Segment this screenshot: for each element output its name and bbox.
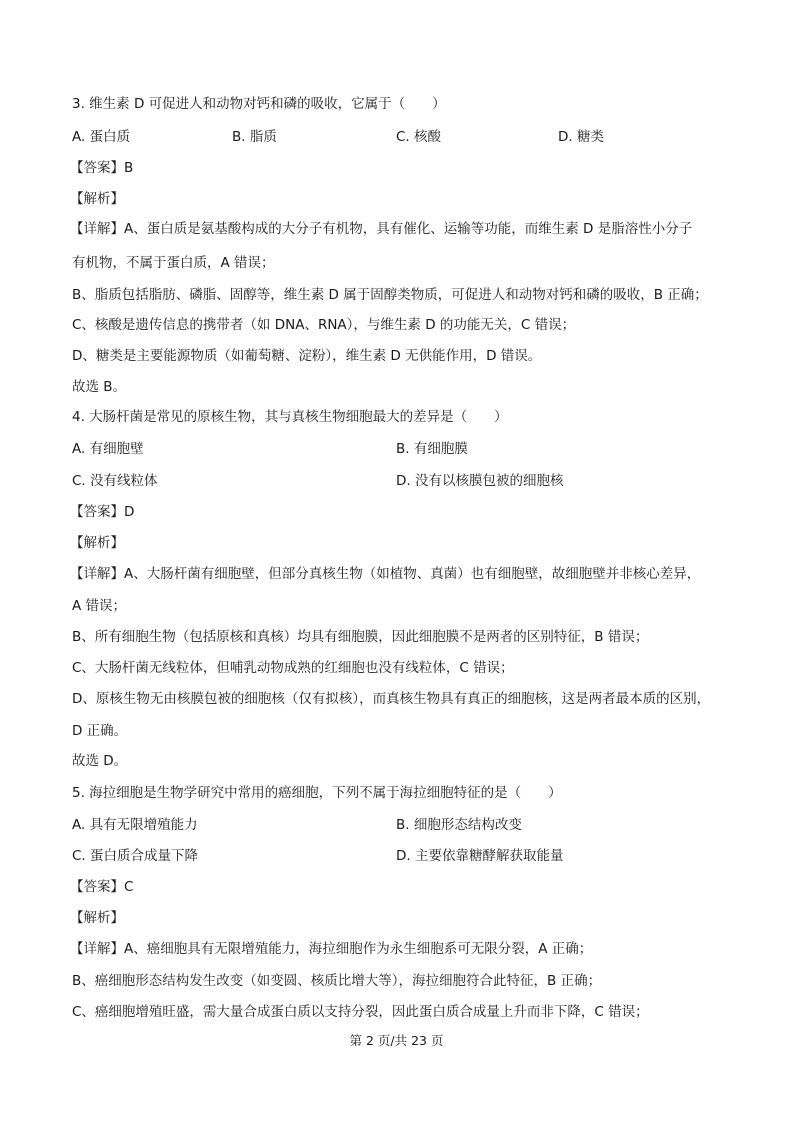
q4-detail-line-6: D 正确。 xyxy=(72,723,128,739)
q3-option-d: D. 糖类 xyxy=(558,129,604,145)
q4-option-c: C. 没有线粒体 xyxy=(72,473,158,489)
q3-detail-line-4: C、核酸是遗传信息的携带者（如 DNA、RNA），与维生素 D 的功能无关，C 错误； xyxy=(72,317,576,333)
q3-detail-line-2: 有机物，不属于蛋白质，A 错误； xyxy=(72,255,275,271)
q4-analysis-label: 【解析】 xyxy=(70,535,124,551)
q3-stem: 3. 维生素 D 可促进人和动物对钙和磷的吸收，它属于（ ） xyxy=(72,96,446,112)
q4-conclusion: 故选 D。 xyxy=(72,753,128,769)
page-footer: 第 2 页/共 23 页 xyxy=(349,1033,444,1048)
q3-option-c: C. 核酸 xyxy=(396,129,442,145)
q5-option-a: A. 具有无限增殖能力 xyxy=(72,817,198,833)
q3-conclusion: 故选 B。 xyxy=(72,379,127,395)
q3-detail-line-1: 【详解】A、蛋白质是氨基酸构成的大分子有机物，具有催化、运输等功能，而维生素 D 是脂溶性小分子 xyxy=(70,221,693,237)
q5-option-c: C. 蛋白质合成量下降 xyxy=(72,848,199,864)
q5-detail-line-1: 【详解】A、癌细胞具有无限增殖能力，海拉细胞作为永生细胞系可无限分裂，A 正确； xyxy=(70,941,593,957)
q5-stem: 5. 海拉细胞是生物学研究中常用的癌细胞，下列不属于海拉细胞特征的是（ ） xyxy=(72,785,562,801)
q4-option-b: B. 有细胞膜 xyxy=(396,441,468,457)
q3-answer: 【答案】B xyxy=(70,160,134,176)
q4-answer: 【答案】D xyxy=(70,504,135,520)
q4-detail-line-1: 【详解】A、大肠杆菌有细胞壁，但部分真核生物（如植物、真菌）也有细胞壁，故细胞壁并非核心差异， xyxy=(70,566,701,582)
q5-option-b: B. 细胞形态结构改变 xyxy=(396,817,522,833)
q4-option-a: A. 有细胞壁 xyxy=(72,441,144,457)
q4-detail-line-4: C、大肠杆菌无线粒体，但哺乳动物成熟的红细胞也没有线粒体，C 错误； xyxy=(72,660,514,676)
q3-detail-line-5: D、糖类是主要能源物质（如葡萄糖、淀粉），维生素 D 无供能作用，D 错误。 xyxy=(72,348,542,364)
q5-answer: 【答案】C xyxy=(70,879,134,895)
q3-option-b: B. 脂质 xyxy=(232,129,277,145)
q4-option-d: D. 没有以核膜包被的细胞核 xyxy=(396,473,564,489)
q4-detail-line-2: A 错误； xyxy=(72,598,127,614)
q3-option-a: A. 蛋白质 xyxy=(72,129,131,145)
q4-stem: 4. 大肠杆菌是常见的原核生物，其与真核生物细胞最大的差异是（ ） xyxy=(72,409,508,425)
q5-detail-line-2: B、癌细胞形态结构发生改变（如变圆、核质比增大等），海拉细胞符合此特征，B 正确； xyxy=(72,973,602,989)
q5-option-d: D. 主要依靠糖酵解获取能量 xyxy=(396,848,564,864)
q3-analysis-label: 【解析】 xyxy=(70,191,124,207)
q3-detail-line-3: B、脂质包括脂肪、磷脂、固醇等，维生素 D 属于固醇类物质，可促进人和动物对钙和磷的吸收，B 正确； xyxy=(72,287,708,303)
q5-analysis-label: 【解析】 xyxy=(70,910,124,926)
q4-detail-line-5: D、原核生物无由核膜包被的细胞核（仅有拟核），而真核生物具有真正的细胞核，这是两者最本质的区别， xyxy=(72,691,711,707)
q5-detail-line-3: C、癌细胞增殖旺盛，需大量合成蛋白质以支持分裂，因此蛋白质合成量上升而非下降，C 错误； xyxy=(72,1004,649,1020)
q4-detail-line-3: B、所有细胞生物（包括原核和真核）均具有细胞膜，因此细胞膜不是两者的区别特征，B 错误； xyxy=(72,629,649,645)
